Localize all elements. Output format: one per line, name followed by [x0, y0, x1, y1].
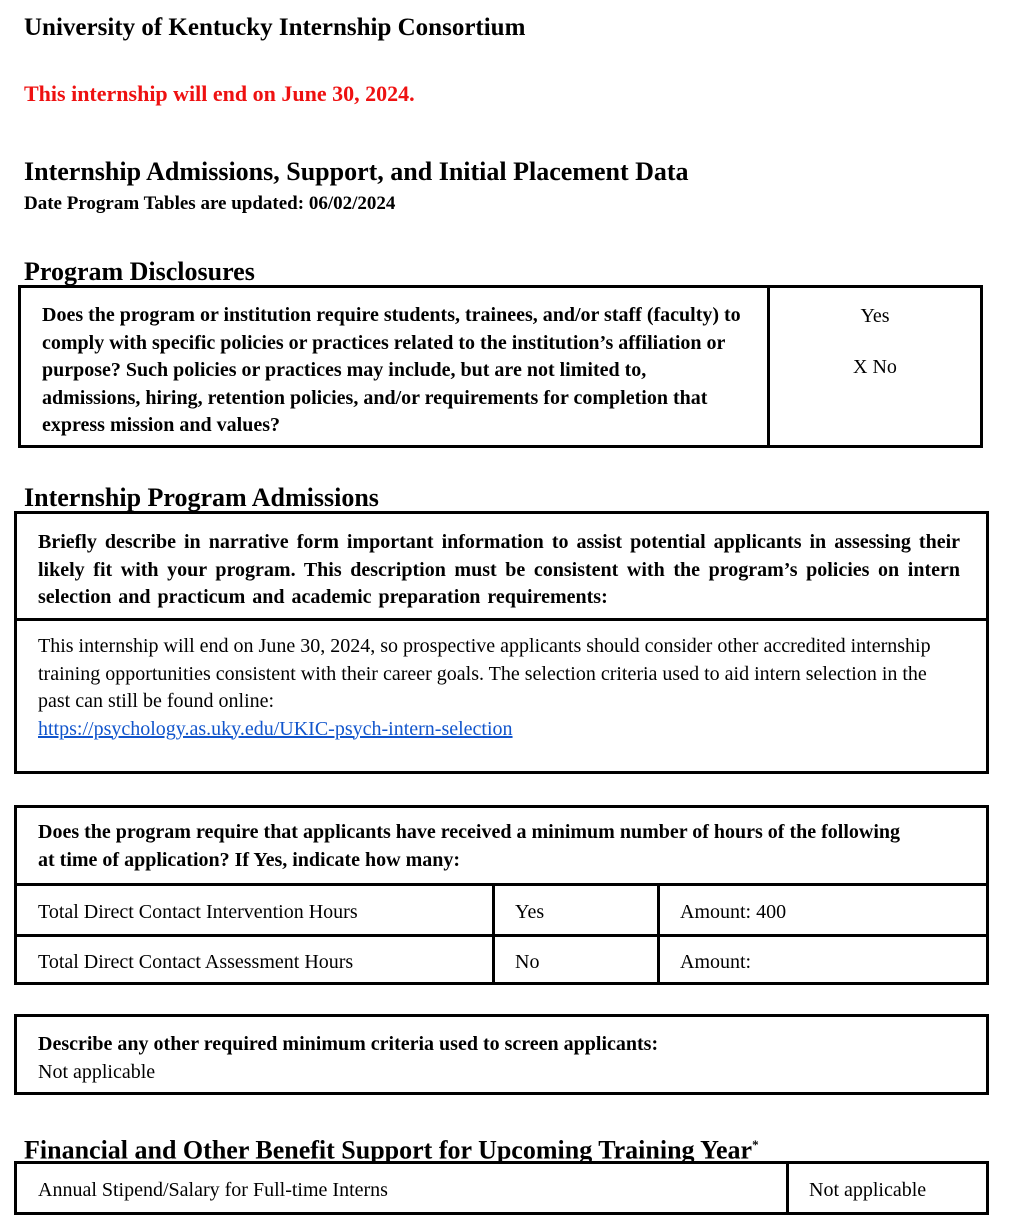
table-divider — [17, 618, 986, 621]
page-subtitle: Internship Admissions, Support, and Initial Placement Data — [24, 157, 689, 186]
admissions-narrative: This internship will end on June 30, 2024, so prospective applicants should consider other accredited internship training opportunities consistent with their career goals. The selection criteria used to aid intern selection in the past can still be found online: — [38, 635, 931, 712]
other-criteria-table — [14, 1014, 989, 1095]
option-no: X No — [853, 356, 897, 378]
min-hours-table — [14, 805, 989, 985]
page-title: University of Kentucky Internship Consortium — [24, 14, 526, 41]
date-updated: Date Program Tables are updated: 06/02/2024 — [24, 193, 396, 214]
min-hours-question: Does the program require that applicants have received a minimum number of hours of the following at time of application? If Yes, indicate how many: — [38, 821, 901, 871]
table-divider — [17, 883, 986, 886]
other-criteria-answer: Not applicable — [38, 1061, 156, 1083]
table-divider — [17, 934, 986, 937]
stipend-label: Annual Stipend/Salary for Full-time Interns — [38, 1179, 388, 1201]
table-row-answer: No — [515, 951, 540, 973]
end-notice: This internship will end on June 30, 2024. — [24, 81, 415, 106]
table-divider — [492, 883, 495, 982]
disclosure-question: Does the program or institution require students, trainees, and/or staff (faculty) to comply with specific policies or practices related to the institution’s affiliation or purpose? Such policies or practices may include, but are not limited to, admissions, hiring, retention policies, and/or requirements for completion that express mission and values? — [42, 304, 741, 436]
intern-selection-link[interactable]: https://psychology.as.uky.edu/UKIC-psych-intern-selection — [38, 717, 513, 740]
admissions-table — [14, 511, 989, 774]
table-divider — [657, 883, 660, 982]
other-criteria-question: Describe any other required minimum criteria used to screen applicants: — [38, 1033, 659, 1055]
program-disclosures-heading: Program Disclosures — [24, 257, 255, 286]
program-disclosures-table — [18, 285, 983, 448]
table-row-answer: Yes — [515, 901, 545, 923]
table-row-amount: Amount: — [680, 951, 752, 973]
table-divider — [786, 1164, 789, 1212]
admissions-heading: Internship Program Admissions — [24, 483, 379, 512]
financial-heading-text: Financial and Other Benefit Support for Upcoming Training Year — [24, 1135, 753, 1165]
table-row-label: Total Direct Contact Assessment Hours — [38, 951, 354, 973]
stipend-value: Not applicable — [809, 1179, 927, 1201]
table-row-amount: Amount: 400 — [680, 901, 787, 923]
financial-table — [14, 1161, 989, 1215]
table-row-label: Total Direct Contact Intervention Hours — [38, 901, 358, 923]
footnote-mark: * — [752, 1137, 759, 1152]
option-yes: Yes — [860, 305, 890, 327]
admissions-prompt: Briefly describe in narrative form important information to assist potential applicants in assessing their likely fit with your program. This description must be consistent with the program’s policies on intern selection and practicum and academic preparation requirements: — [38, 531, 960, 608]
admissions-narrative-block — [38, 633, 960, 743]
